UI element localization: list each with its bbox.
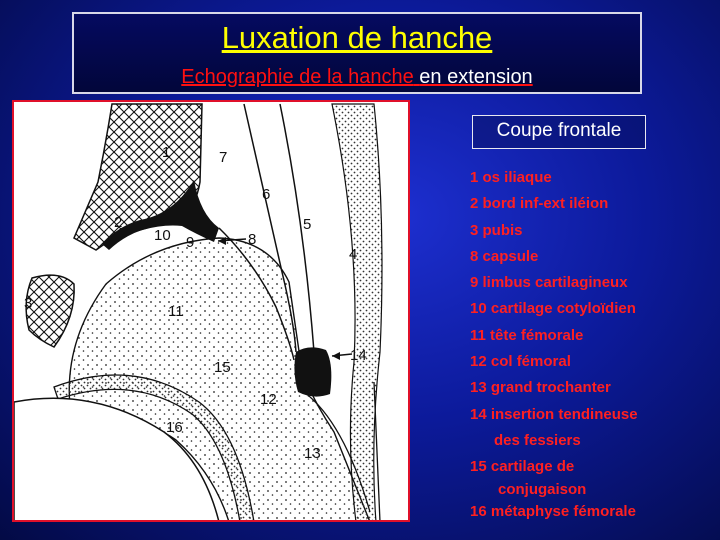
label-15: 15 [214,359,231,376]
view-label-box: Coupe frontale [472,115,646,149]
arrow-14-head [332,352,340,360]
label-2: 2 [114,214,123,231]
label-12: 12 [260,391,277,408]
label-10: 10 [154,227,171,244]
anatomy-drawing [14,102,410,522]
subtitle-white-part: en extension [419,66,533,88]
label-4: 4 [349,246,358,263]
label-11: 11 [168,303,184,320]
legend-item: 14 insertion tendineuse [470,405,638,423]
label-14: 14 [350,347,367,364]
legend-item-continuation: conjugaison [498,480,587,498]
page-title: Luxation de hanche [221,20,493,55]
legend-item: 9 limbus cartilagineux [470,274,628,292]
legend-item: 8 capsule [470,247,539,265]
label-9: 9 [186,234,195,251]
legend-item: 1 os iliaque [470,169,552,186]
legend-item: 15 cartilage de [470,458,575,476]
label-7: 7 [219,149,228,166]
label-8: 8 [248,231,257,248]
title-box [72,12,642,94]
subtitle-red-part: Echographie de la hanche [181,66,414,88]
legend-item: 11 tête fémorale [470,326,584,344]
legend-item: 12 col fémoral [470,353,571,371]
legend-item: 2 bord inf-ext iléion [470,195,609,213]
legend-item: 10 cartilage cotyloïdien [470,300,636,318]
legend-item: 13 grand trochanter [470,379,611,397]
label-13: 13 [304,445,321,462]
hip-ultrasound-diagram [12,100,410,522]
label-5: 5 [303,216,312,233]
pubis-shape [26,275,74,347]
legend-item: 3 pubis [470,221,523,239]
label-3: 3 [24,295,33,312]
label-16: 16 [166,419,183,436]
legend-item-continuation: des fessiers [494,431,581,449]
label-1: 1 [162,144,171,161]
tendon-insertion-shape [294,347,331,396]
legend-item: 16 métaphyse fémorale [470,502,636,520]
page-subtitle [74,66,640,89]
label-6: 6 [262,186,271,203]
legend-list [470,165,638,525]
